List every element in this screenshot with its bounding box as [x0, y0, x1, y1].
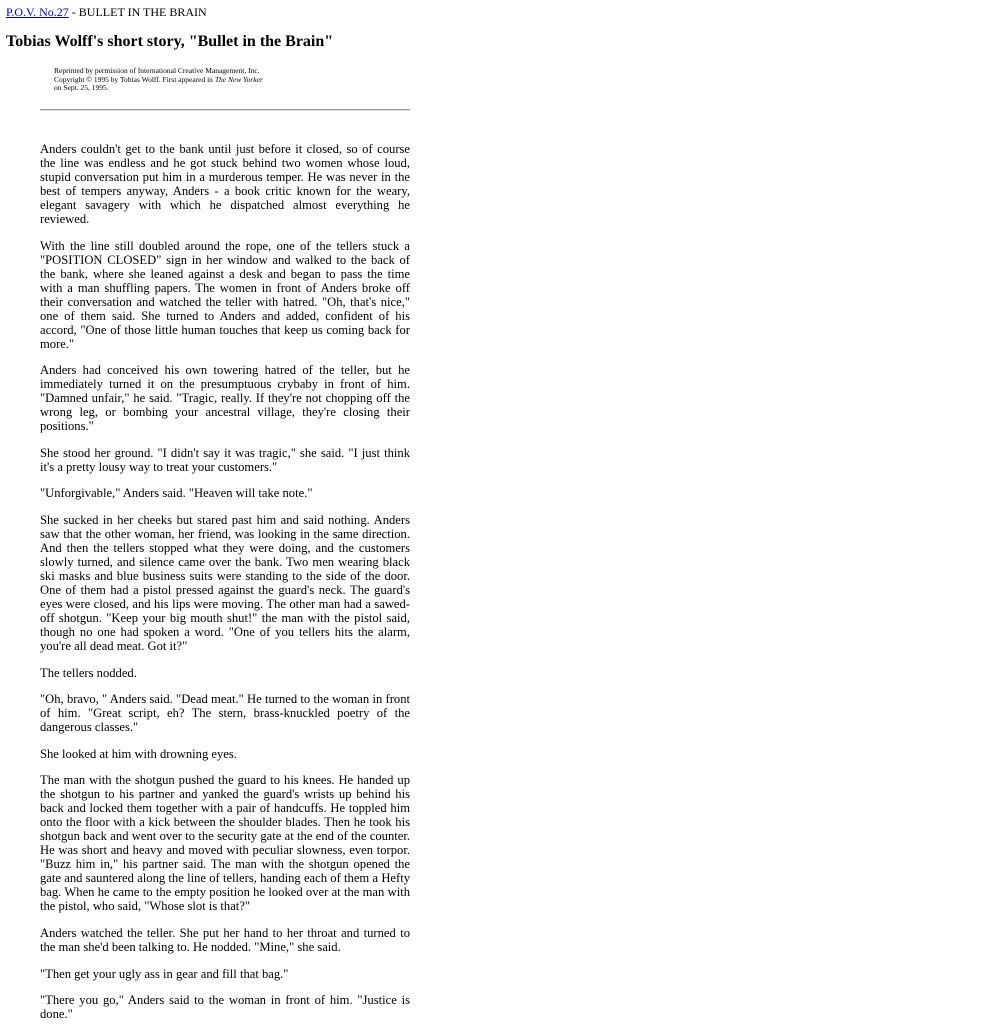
- breadcrumb-link-pov-27[interactable]: P.O.V. No.27: [6, 5, 69, 19]
- story-paragraph: Anders had conceived his own towering hatred of the teller, but he immediately turned it on the presumptuous crybaby in front of him. "Damned unfair," he said. "Tragic, really. If they're not chopping off the wrong leg, or bombing your ancestral village, they're closing their positions.": [40, 363, 410, 434]
- story-paragraph: The tellers nodded.: [40, 665, 137, 680]
- credits: [54, 67, 263, 93]
- story-paragraph: The man with the shotgun pushed the guard to his knees. He handed up the shotgun to his partner and yanked the guard's wrists up behind his back and locked them together with a pair of handcuffs. He toppled him onto the floor with a kick between the shoulder blades. Then he took his shotgun back and went over to the security gate at the end of the counter. He was short and heavy and moved with peculiar slowness, even torpor. "Buzz him in," his partner said. The man with the shotgun opened the gate and sauntered along the line of tellers, handing each of them a Hefty bag. When he came to the empty position he looked over at the man with the pistol, who said, "Whose slot is that?": [40, 773, 410, 914]
- story-paragraph: She sucked in her cheeks but stared past him and said nothing. Anders saw that the other woman, her friend, was looking in the same direction. And then the tellers stopped what they were doing, and the customers slowly turned, and silence came over the bank. Two men wearing black ski masks and blue business suits were standing to the side of the door. One of them had a pistol pressed against the guard's neck. The guard's eyes were closed, and his lips were moving. The other man had a sawed-off shotgun. "Keep your big mouth shut!" the man with the pistol said, though no one had spoken a word. "One of you tellers hits the alarm, you're all dead meat. Got it?": [40, 512, 410, 653]
- story-paragraph: "Then get your ugly ass in gear and fill that bag.": [40, 966, 289, 981]
- horizontal-divider: [40, 109, 410, 111]
- story-paragraph: Anders couldn't get to the bank until just before it closed, so of course the line was endless and he got stuck behind two women whose loud, stupid conversation put him in a murderous temper. He was never in the best of tempers anyway, Anders - a book critic known for the weary, elegant savagery with which he dispatched almost everything he reviewed.: [40, 142, 410, 226]
- breadcrumb-separator: -: [68, 5, 79, 19]
- breadcrumb: [6, 5, 207, 19]
- story-paragraph: She stood her ground. "I didn't say it was tragic," she said. "I just think it's a pretty lousy way to treat your customers.": [40, 445, 410, 474]
- story-paragraph: "There you go," Anders said to the woman in front of him. "Justice is done.": [40, 993, 410, 1022]
- credits-date-line: on Sept. 25, 1995.: [54, 83, 109, 93]
- credits-copyright-text: Copyright © 1995 by Tobias Wolff. First appeared in: [54, 74, 215, 84]
- breadcrumb-current: BULLET IN THE BRAIN: [78, 5, 207, 19]
- credits-publication-name: The New Yorker: [214, 74, 263, 84]
- story-body: [40, 142, 410, 1034]
- page-title: Tobias Wolff's short story, "Bullet in the Brain": [6, 33, 334, 50]
- story-paragraph: "Unforgivable," Anders said. "Heaven will take note.": [40, 486, 313, 501]
- credits-permission-line: Reprinted by permission of International Creative Management, Inc.: [54, 66, 260, 75]
- story-paragraph: She looked at him with drowning eyes.: [40, 746, 237, 761]
- story-paragraph: "Oh, bravo, " Anders said. "Dead meat." He turned to the woman in front of him. "Great script, eh? The stern, brass-knuckled poetry of the dangerous classes.": [40, 692, 410, 735]
- story-paragraph: With the line still doubled around the rope, one of the tellers stuck a "POSITION CLOSED" sign in her window and walked to the back of the bank, where she leaned against a desk and began to pass the time with a man shuffling papers. The women in front of Anders broke off their conversation and watched the teller with hatred. "Oh, that's nice," one of them said. She turned to Anders and added, confident of his accord, "One of those little human touches that keep us coming back for more.": [40, 238, 410, 351]
- story-paragraph: Anders watched the teller. She put her hand to her throat and turned to the man she'd been talking to. He nodded. "Mine," she said.: [40, 925, 410, 954]
